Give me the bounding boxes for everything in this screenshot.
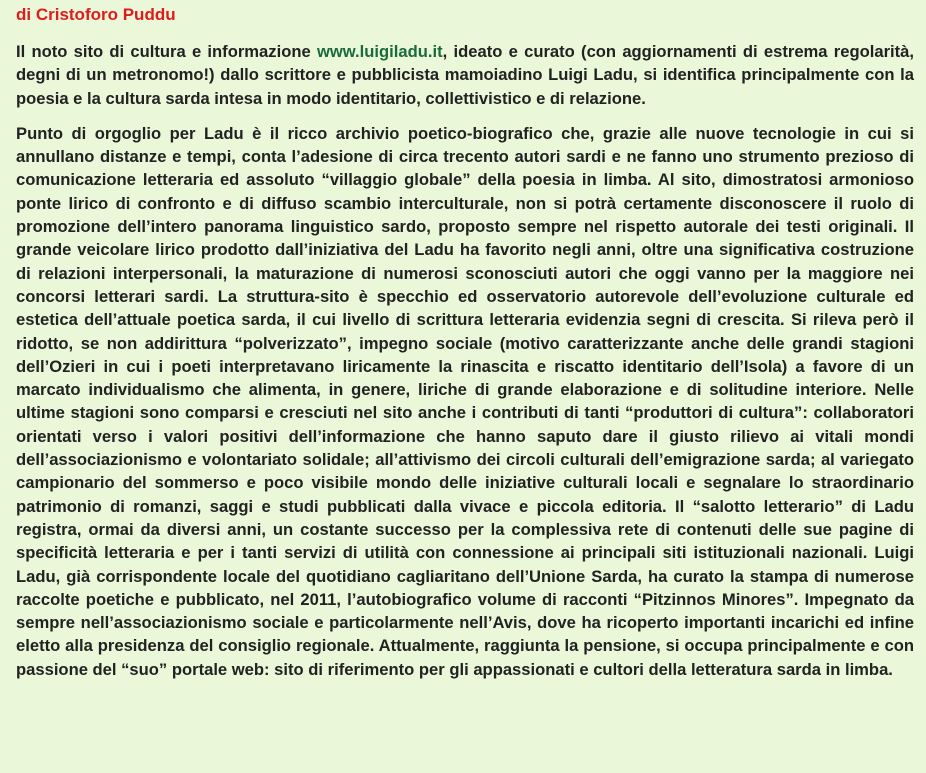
paragraph-body: Punto di orgoglio per Ladu è il ricco archivio poetico-biografico che, grazie alle nuove tecnologie in cui si annullano distanze e tempi, conta l’adesione di circa trecento autori sardi e ne fanno uno strumento prezioso di comunicazione letteraria ed assoluto “villaggio globale” della poesia in limba. Al sito, dimostratosi armonioso ponte lirico di confronto e di diffuso scambio interculturale, non si potrà certamente disconoscere il ruolo di promozione dell’intero panorama linguistico sardo, proposto sempre nel rispetto autorale dei testi originali. Il grande veicolare lirico prodotto dall’iniziativa del Ladu ha favorito negli anni, oltre una significativa costruzione di relazioni interpersonali, la maturazione di numerosi sconosciuti autori che oggi vanno per la maggiore nei concorsi letterari sardi. La struttura-sito è specchio ed osservatorio autorevole dell’evoluzione culturale ed estetica dell’attuale poetica sarda, il cui livello di scrittura letteraria evidenzia segni di crescita. Si rileva però il ridotto, se non addirittura “polverizzato”, impegno sociale (motivo caratterizzante anche delle grandi stagioni dell’Ozieri in cui i poeti interpretavano liricamente la rinascita e riscatto identitario dell’Isola) a favore di un marcato individualismo che alimenta, in genere, liriche di grande elaborazione e di solitudine interiore. Nelle ultime stagioni sono comparsi e cresciuti nel sito anche i contributi di tanti “produttori di cultura”: collaboratori orientati verso i valori positivi dell’informazione che hanno saputo dare il giusto rilievo ai vitali mondi dell’associazionismo e volontariato solidale; all’attivismo dei circoli culturali dell’emigrazione sarda; al variegato campionario del sommerso e poco visibile mondo delle iniziative culturali locali e segnalare lo straordinario patrimonio di romanzi, saggi e studi pubblicati dalla vivace e piccola editoria. Il “salotto letterario” di Ladu registra, ormai da diversi anni, un costante successo per la complessiva rete di contenuti delle sue pagine di specificità letteraria e per i tanti servizi di utilità con connessione ai principali siti istituzionali nazionali. Luigi Ladu, già corrispondente locale del quotidiano cagliaritano dell’Unione Sarda, ha curato la stampa di numerose raccolte poetiche e pubblicato, nel 2011, l’autobiografico volume di racconti “Pitzinnos Minores”. Impegnato da sempre nell’associazionismo sociale e particolarmente nell’Avis, dove ha ricoperto importanti incarichi ed infine eletto alla presidenza del consiglio regionale. Attualmente, raggiunta la pensione, si occupa principalmente e con passione del “suo” portale web: sito di riferimento per gli appassionati e cultori della letteratura sarda in limba. — [16, 123, 914, 679]
paragraph-intro — [16, 40, 914, 110]
paragraph-intro-text-before: Il noto sito di cultura e informazione — [16, 42, 317, 61]
site-link[interactable]: www.luigiladu.it — [316, 42, 443, 61]
paragraph-intro-text-after: , ideato e curato (con aggiornamenti di estrema regolarità, degni di un metronomo!) dallo scrittore e pubblicista mamoiadino Luigi Ladu, si identifica principalmente con la poesia e la cultura sarda intesa in modo identitario, collettivistico e di relazione. — [16, 42, 915, 108]
author-byline: di Cristoforo Puddu — [16, 5, 176, 24]
